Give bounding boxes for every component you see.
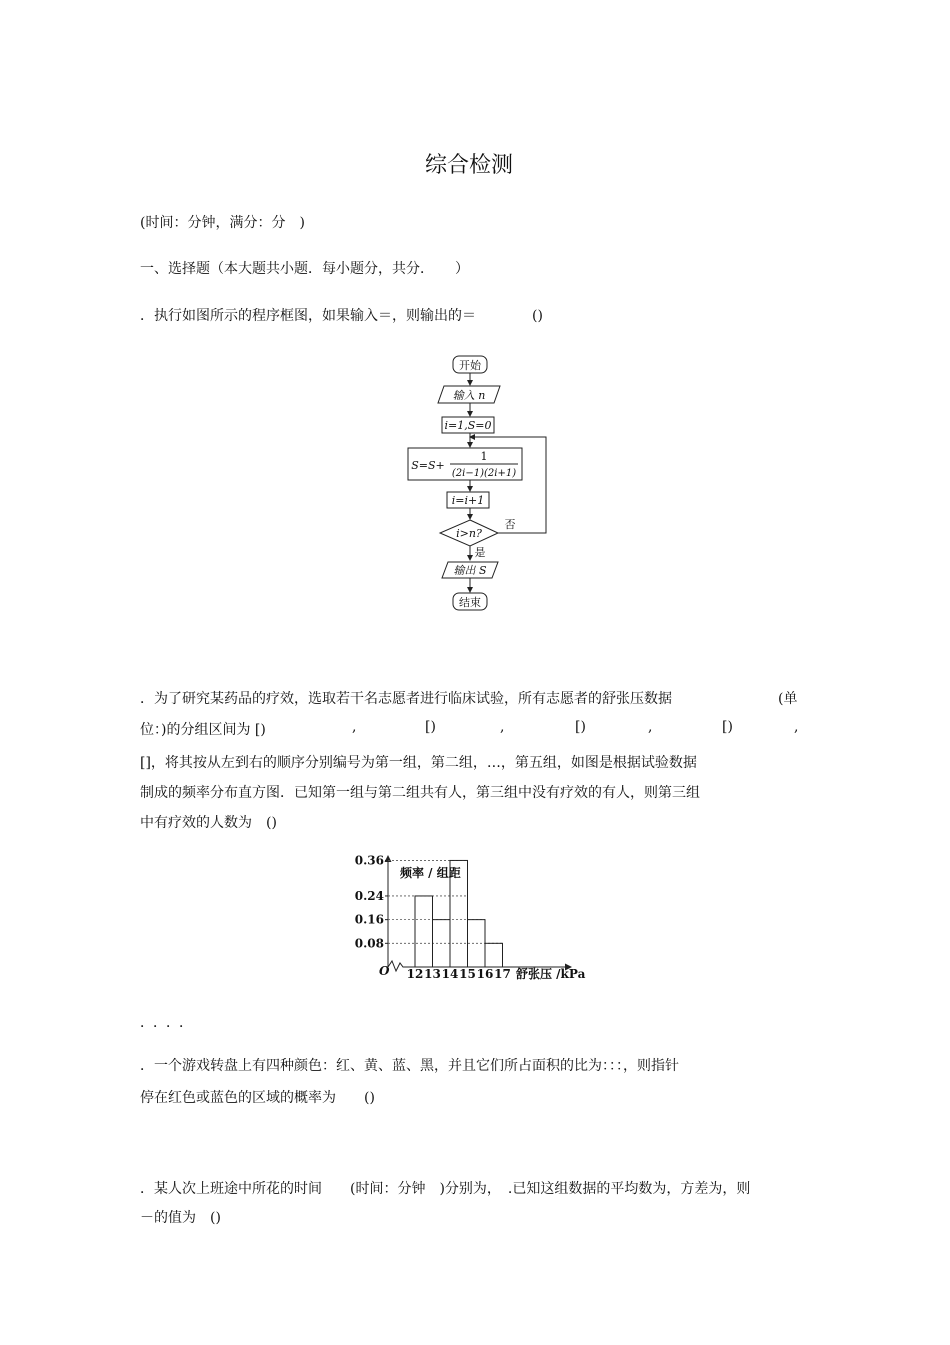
flowchart-formula-denominator: (2i−1)(2i+1)	[451, 468, 517, 479]
histogram-x-tick-label: 16	[476, 967, 494, 981]
flowchart-yes-label: 是	[474, 546, 486, 559]
question-2-line-2-b: [)	[425, 719, 436, 735]
question-3-line-2: 停在红色或蓝色的区域的概率为 ()	[140, 1090, 375, 1106]
flowchart-output-label: 输出 S	[453, 564, 487, 577]
flowchart-input-label: 输入 n	[452, 389, 486, 402]
histogram-y-tick-label: 0.08	[355, 936, 384, 951]
question-2-line-1: ．为了研究某药品的疗效，选取若干名志愿者进行临床试验，所有志愿者的舒张压数据	[140, 691, 672, 707]
histogram-y-label: 频率 / 组距	[400, 866, 461, 880]
histogram-origin-label: O	[379, 964, 390, 978]
flowchart-decision-label: i>n?	[456, 527, 482, 540]
question-2-comma-4: ,	[794, 719, 799, 735]
question-2-line-2-d: [)	[722, 719, 733, 735]
histogram-y-tick-label: 0.24	[355, 888, 384, 903]
histogram-x-label: 舒张压 /kPa	[516, 967, 586, 981]
dots-line: ．．．．	[140, 1015, 199, 1031]
question-2-line-1-right: (单	[778, 691, 798, 707]
question-2-comma-2: ,	[500, 719, 505, 735]
question-4-line-2: －的值为 ()	[140, 1210, 221, 1226]
histogram-y-tick-label: 0.36	[355, 853, 384, 868]
flowchart-no-label: 否	[504, 518, 516, 531]
histogram-bar	[415, 896, 433, 967]
flowchart-increment-label: i=i+1	[451, 494, 485, 507]
flowchart	[398, 350, 558, 618]
flowchart-end-label: 结束	[459, 596, 481, 609]
question-2-line-3: []，将其按从左到右的顺序分别编号为第一组，第二组，…，第五组，如图是根据试验数据	[140, 755, 697, 771]
histogram-bar	[485, 943, 503, 967]
exam-meta-line: (时间：分钟，满分：分 )	[140, 215, 305, 231]
section-heading: 一、选择题（本大题共小题．每小题分，共分． ）	[140, 261, 469, 277]
flowchart-init-label: i=1,S=0	[444, 419, 492, 432]
histogram-x-tick-label: 14	[441, 967, 459, 981]
histogram-x-tick-label: 12	[406, 967, 424, 981]
question-1: ．执行如图所示的程序框图，如果输入＝，则输出的＝ ()	[140, 308, 543, 324]
page-title: 综合检测	[424, 153, 513, 178]
histogram-y-tick-label: 0.16	[355, 912, 384, 927]
question-2-line-2-a: 位：)的分组区间为 [)	[140, 722, 266, 738]
flowchart-formula-numerator: 1	[480, 450, 488, 463]
question-2-line-4: 制成的频率分布直方图．已知第一组与第二组共有人，第三组中没有疗效的有人，则第三组	[140, 785, 700, 801]
flowchart-formula-left: S=S+	[411, 459, 445, 472]
question-2-line-5: 中有疗效的人数为 ()	[140, 815, 277, 831]
question-4-line-1: ．某人次上班途中所花的时间 (时间：分钟 )分别为， .已知这组数据的平均数为，方差为，则	[140, 1181, 751, 1197]
question-2-comma-3: ,	[648, 719, 653, 735]
flowchart-start-label: 开始	[459, 359, 481, 372]
histogram-x-tick-label: 17	[494, 967, 511, 981]
histogram-chart	[355, 850, 605, 985]
question-3-line-1: ．一个游戏转盘上有四种颜色：红、黄、蓝、黑，并且它们所占面积的比为：：：，则指针	[140, 1058, 679, 1074]
question-2-line-2-c: [)	[575, 719, 586, 735]
histogram-x-tick-label: 15	[459, 967, 476, 981]
question-2-comma-1: ,	[352, 719, 357, 735]
histogram-x-tick-label: 13	[424, 967, 441, 981]
